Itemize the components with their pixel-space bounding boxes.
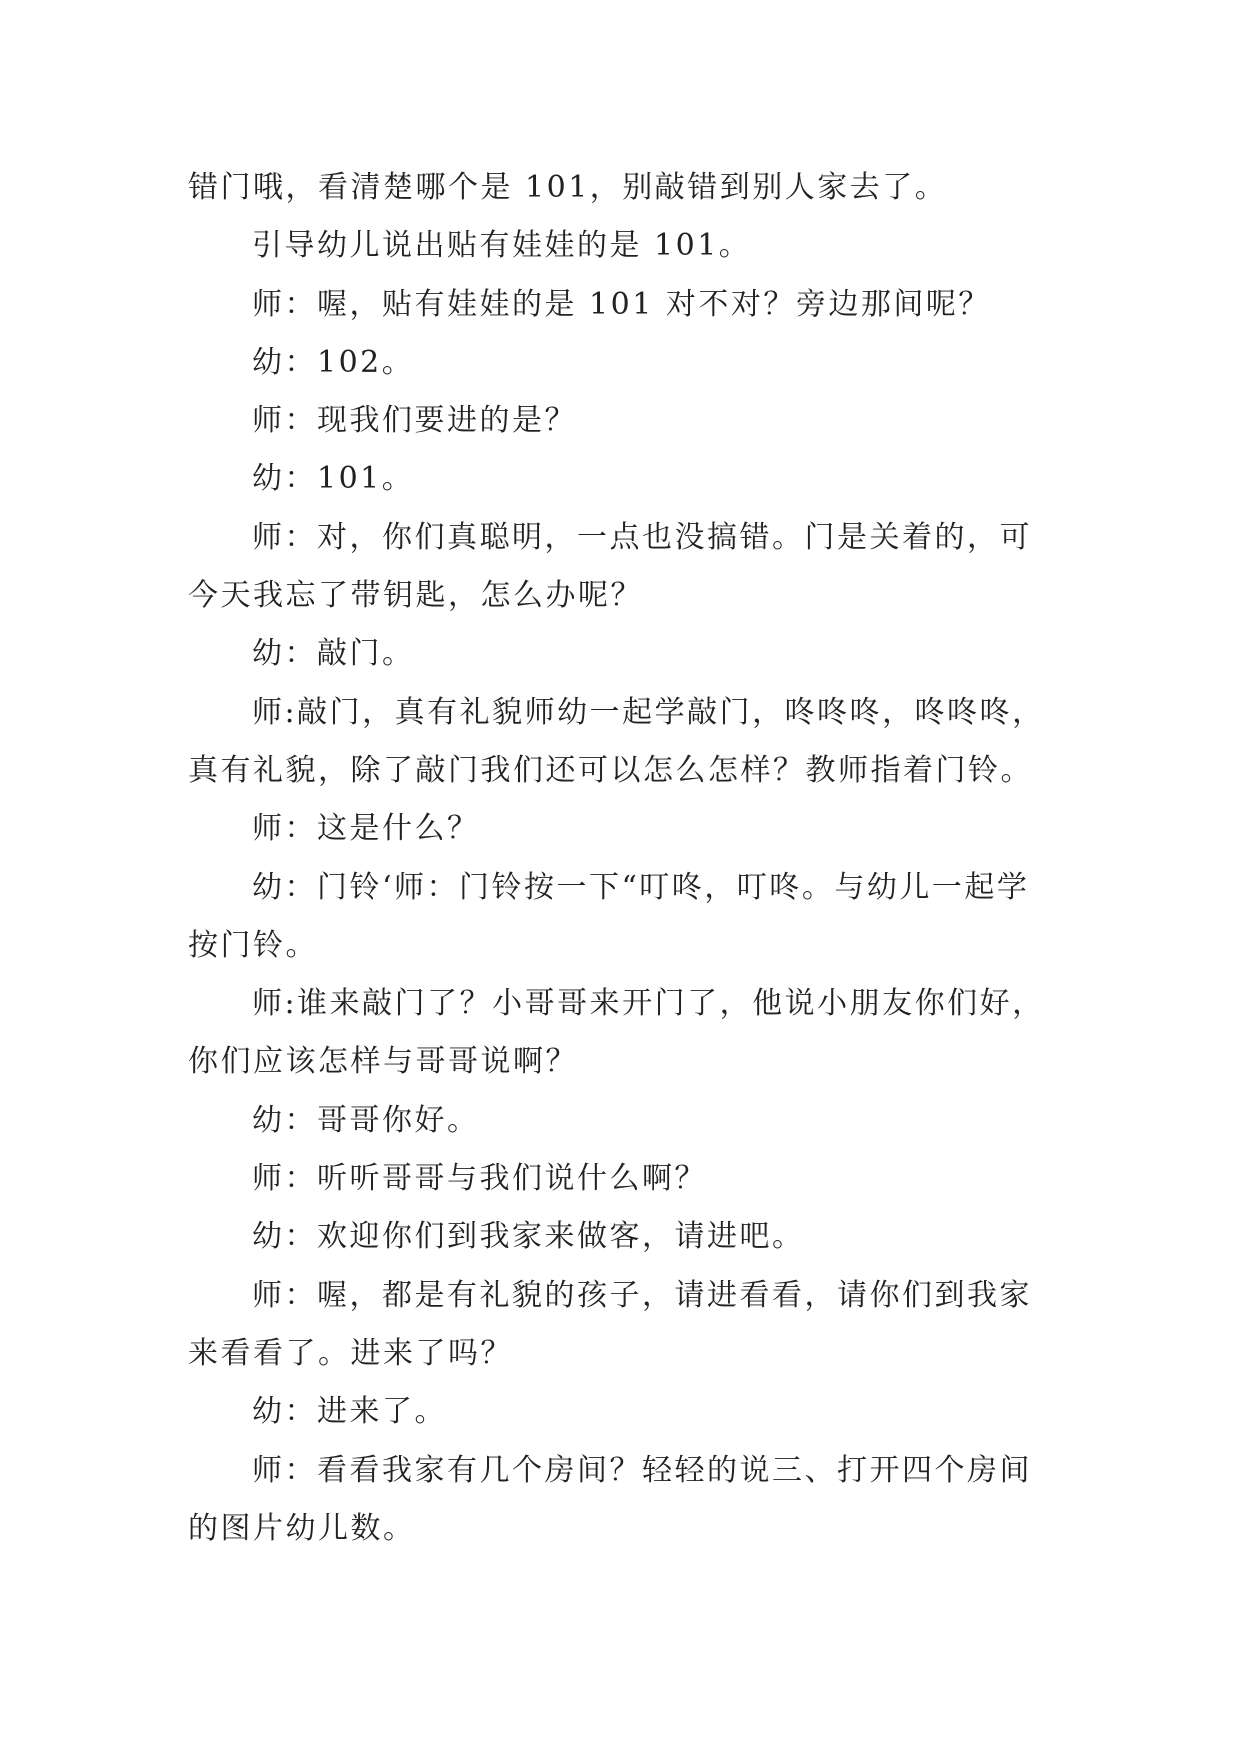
paragraph: 引导幼儿说出贴有娃娃的是 101。 (252, 228, 752, 264)
paragraph: 幼：102。 (252, 344, 415, 380)
paragraph: 幼：敲门。 (252, 636, 415, 672)
paragraph: 师：喔，都是有礼貌的孩子，请进看看，请你们到我家来看看了。进来了吗？ (188, 1277, 1032, 1371)
paragraph: 师：现我们要进的是？ (252, 403, 577, 439)
paragraph: 师：看看我家有几个房间？轻轻的说三、打开四个房间的图片幼儿数。 (188, 1452, 1032, 1546)
paragraph: 师：喔，贴有娃娃的是 101 对不对？旁边那间呢？ (252, 286, 991, 322)
document-body (188, 159, 1058, 1558)
paragraph: 错门哦，看清楚哪个是 101，别敲错到别人家去了。 (188, 170, 948, 205)
paragraph: 师:敲门，真有礼貌师幼一起学敲门，咚咚咚，咚咚咚，真有礼貌，除了敲门我们还可以怎么怎样？教师指着门铃。 (188, 694, 1045, 788)
paragraph: 师:谁来敲门了？小哥哥来开门了，他说小朋友你们好，你们应该怎样与哥哥说啊？ (188, 986, 1045, 1080)
paragraph: 幼：哥哥你好。 (252, 1102, 480, 1138)
paragraph: 幼：门铃‘师：门铃按一下“叮咚，叮咚。与幼儿一起学按门铃。 (188, 869, 1030, 963)
paragraph: 师：这是什么？ (252, 811, 480, 847)
paragraph: 幼：进来了。 (252, 1394, 447, 1430)
paragraph: 幼：欢迎你们到我家来做客，请进吧。 (252, 1219, 805, 1255)
paragraph: 师：对，你们真聪明，一点也没搞错。门是关着的，可今天我忘了带钥匙，怎么办呢？ (188, 519, 1032, 614)
paragraph: 师：听听哥哥与我们说什么啊？ (252, 1161, 707, 1197)
paragraph: 幼：101。 (252, 461, 415, 497)
